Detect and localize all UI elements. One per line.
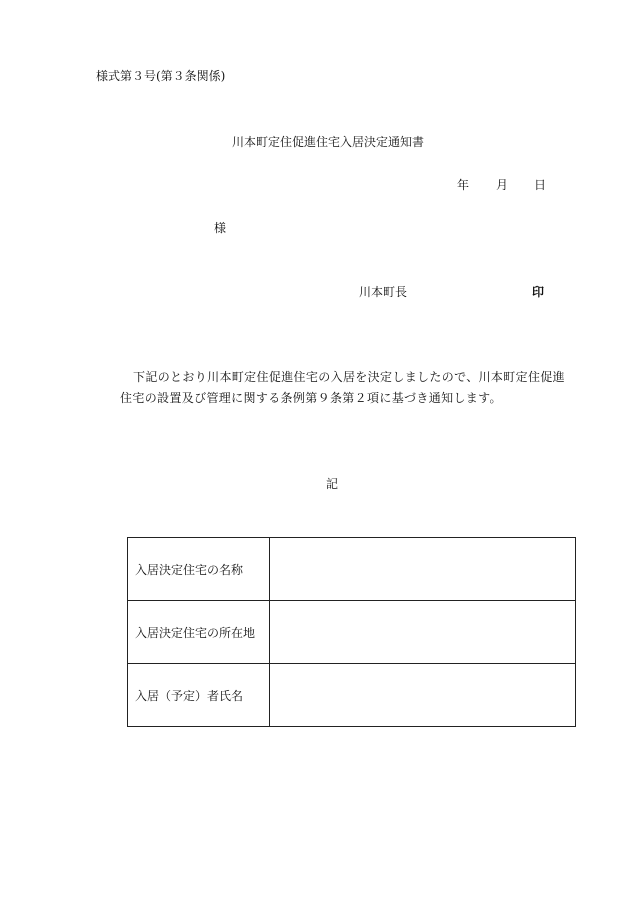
addressee-honorific: 様: [214, 221, 227, 235]
table-row: [128, 664, 576, 727]
row-label-housing-name: 入居決定住宅の名称: [128, 538, 270, 601]
date-month-label: 月: [496, 178, 509, 192]
table-row: [128, 601, 576, 664]
document-title: 川本町定住促進住宅入居決定通知書: [232, 135, 425, 149]
issuer-name: 川本町長: [359, 285, 408, 299]
body-text-line-1: 下記のとおり川本町定住促進住宅の入居を決定しましたので、川本町定住促進: [133, 370, 566, 384]
date-year-label: 年: [457, 178, 470, 192]
body-text-line-2: 住宅の設置及び管理に関する条例第９条第２項に基づき通知します。: [120, 391, 502, 405]
resident-name-field[interactable]: [270, 664, 576, 727]
form-number: 様式第３号(第３条関係): [96, 69, 226, 83]
housing-name-field[interactable]: [270, 538, 576, 601]
housing-address-field[interactable]: [270, 601, 576, 664]
row-label-resident-name: 入居（予定）者氏名: [128, 664, 270, 727]
ki-heading: 記: [326, 477, 339, 491]
date-day-label: 日: [534, 178, 547, 192]
row-label-housing-address: 入居決定住宅の所在地: [128, 601, 270, 664]
table-row: [128, 538, 576, 601]
housing-info-table: [127, 537, 576, 727]
seal-mark: 印: [532, 285, 545, 299]
